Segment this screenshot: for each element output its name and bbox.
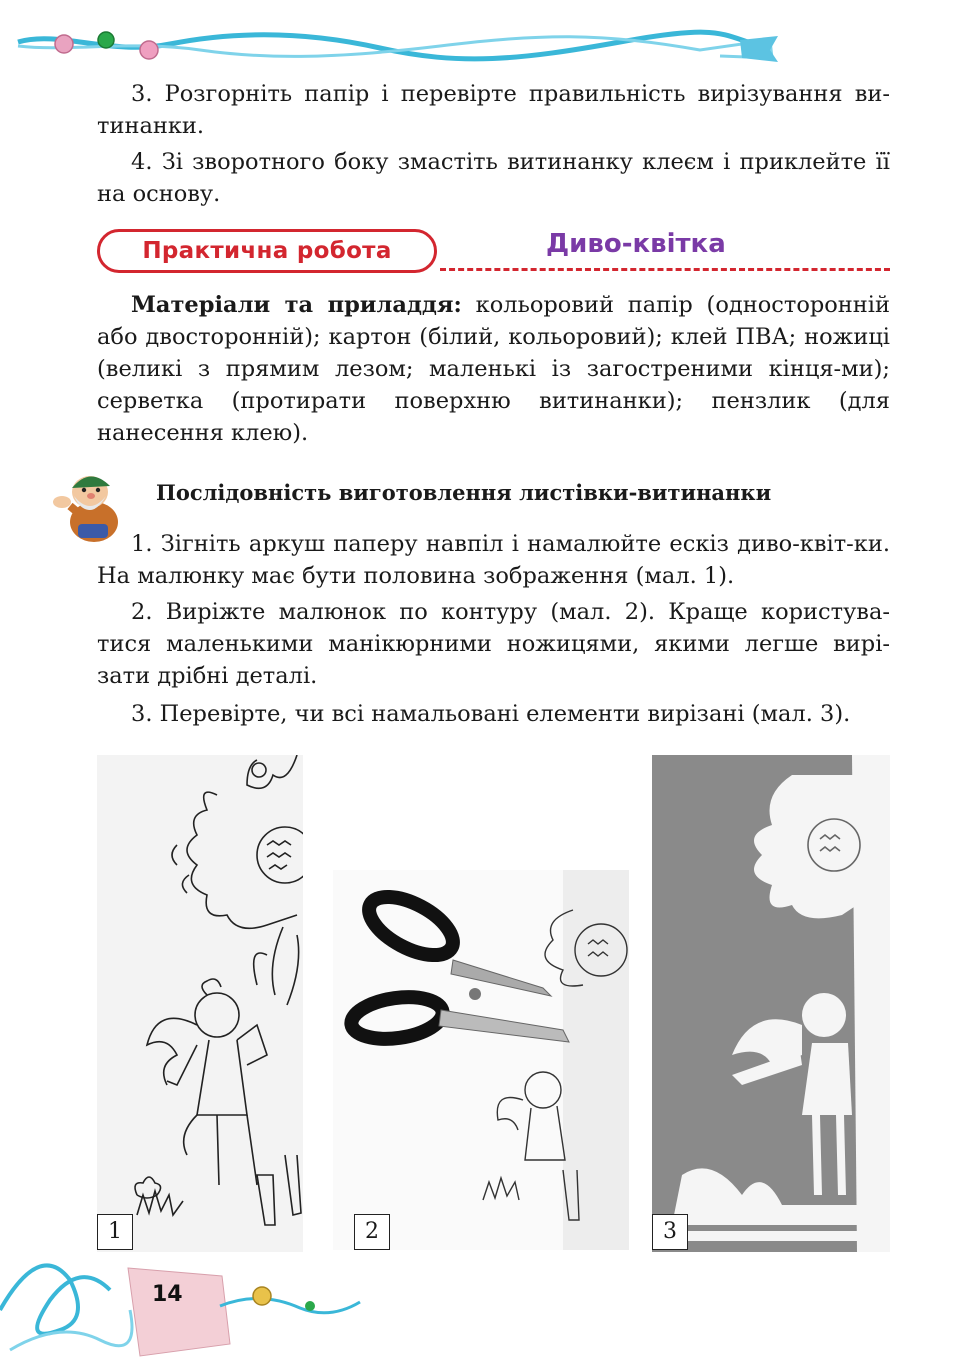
figure-3-label: 3 xyxy=(652,1214,688,1250)
top-ribbon-decoration xyxy=(0,0,963,80)
figure-2-scissors-photo xyxy=(333,870,629,1250)
practical-work-label: Практична робота xyxy=(142,238,392,264)
step-2-paragraph: 2. Виріжте малюнок по контуру (мал. 2). Краще користува-тися маленькими манікюрними ножицями, якими легше вирі-зати дрібні деталі. xyxy=(97,599,890,689)
paragraph-step4-top: 4. Зі зворотного боку змастіть витинанку клеєм і приклейте її на основу. xyxy=(97,149,890,207)
figure-3-cutout-photo xyxy=(652,755,890,1252)
page-number: 14 xyxy=(152,1282,183,1307)
practical-work-badge xyxy=(97,229,437,273)
figure-1-label: 1 xyxy=(97,1214,133,1250)
figure-1-sketch-photo xyxy=(97,755,303,1252)
sequence-title: Послідовність виготовлення листівки-витинанки xyxy=(156,480,772,505)
materials-paragraph xyxy=(97,289,890,449)
step-3-paragraph: 3. Перевірте, чи всі намальовані елементи вирізані (мал. 3). xyxy=(131,701,851,727)
paragraph-step3-top: 3. Розгорніть папір і перевірте правильність вирізування ви-тинанки. xyxy=(97,81,890,139)
practical-title: Диво-квітка xyxy=(546,229,726,259)
materials-text: кольоровий папір (односторонній або двосторонній); картон (білий, кольоровий); клей ПВА; ножиці (великі з прямим лезом; маленькі із загостреними кінця-ми); серветка (протирати поверхню витинанки); пензлик (для нанесення клею). xyxy=(97,292,890,446)
figure-2-label: 2 xyxy=(354,1214,390,1250)
bottom-ribbon-decoration xyxy=(0,1250,380,1360)
dashed-divider xyxy=(440,268,890,271)
materials-label: Матеріали та приладдя: xyxy=(131,292,462,318)
step-1-paragraph: 1. Зігніть аркуш паперу навпіл і намалюйте ескіз диво-квіт-ки. На малюнку має бути половина зображення (мал. 1). xyxy=(97,531,890,589)
